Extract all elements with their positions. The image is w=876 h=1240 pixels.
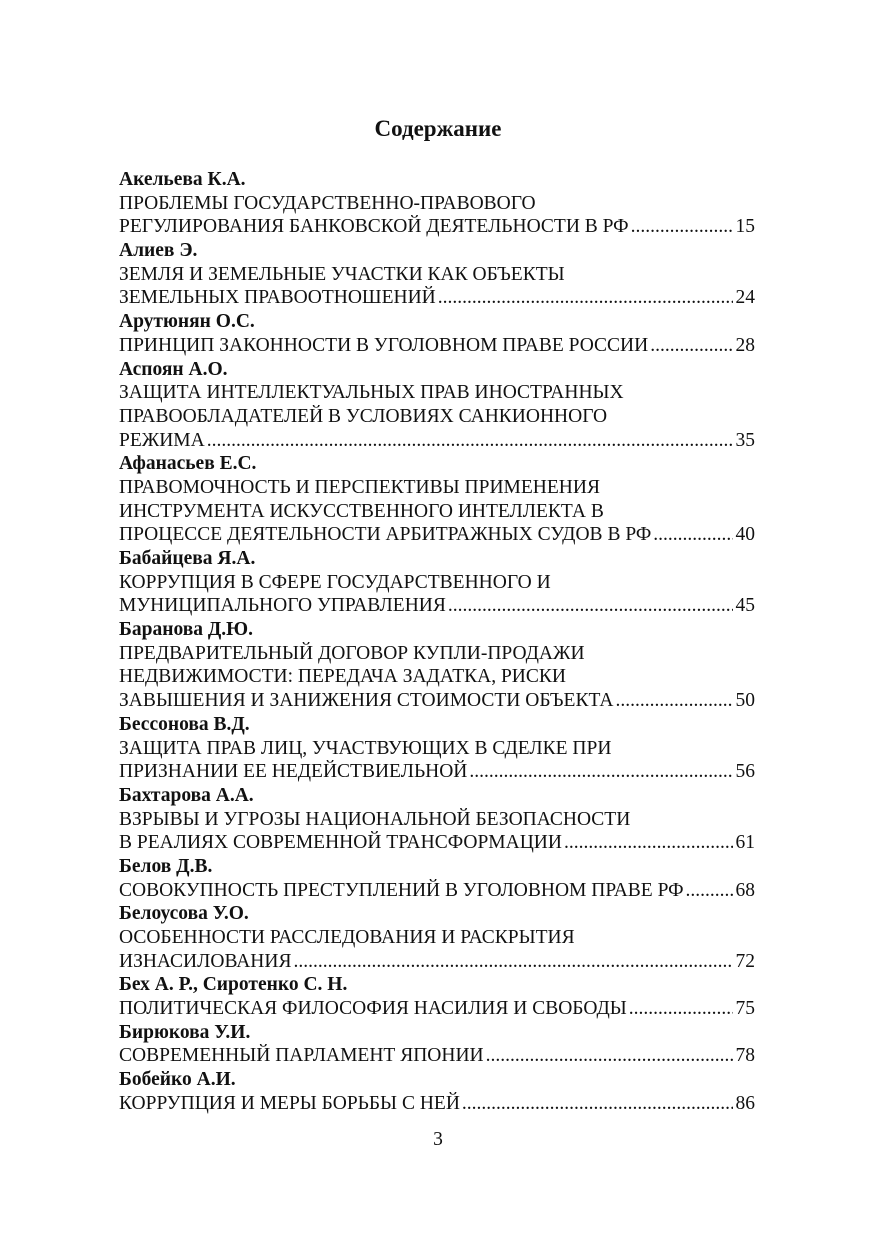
toc-author: Акельева К.А. (119, 169, 246, 190)
toc-page-number: 45 (735, 595, 755, 617)
toc-entry (119, 452, 755, 547)
toc-author: Бахтарова А.А. (119, 784, 254, 806)
toc-title-last-line (119, 831, 755, 855)
toc-author: Бабайцева Я.А. (119, 548, 256, 569)
toc-title-line: СОВРЕМЕННЫЙ ПАРЛАМЕНТ ЯПОНИИ (119, 1045, 484, 1067)
toc-entry (119, 547, 755, 618)
toc-page-number: 78 (735, 1045, 755, 1067)
toc-page-number: 40 (735, 524, 755, 546)
toc-title-last-line (119, 997, 755, 1021)
dot-leader (207, 429, 733, 453)
toc-title-line: КОРРУПЦИЯ В СФЕРЕ ГОСУДАРСТВЕННОГО И (119, 571, 551, 593)
toc-title-last-line (119, 950, 755, 974)
toc-page-number: 86 (735, 1092, 755, 1114)
toc-entry (119, 618, 755, 713)
toc-title-line: ПРАВООБЛАДАТЕЛЕЙ В УСЛОВИЯХ САНКИОННОГО (119, 405, 608, 427)
toc-title-line: ЗЕМЕЛЬНЫХ ПРАВООТНОШЕНИЙ (119, 287, 436, 309)
toc-title-last-line (119, 523, 755, 547)
toc-title-line: ИНСТРУМЕНТА ИСКУССТВЕННОГО ИНТЕЛЛЕКТА В (119, 500, 604, 522)
toc-title-line: ЗАЩИТА ПРАВ ЛИЦ, УЧАСТВУЮЩИХ В СДЕЛКЕ ПРИ (119, 737, 612, 759)
page-number: 3 (433, 1129, 443, 1150)
dot-leader (685, 879, 732, 903)
toc-title-last-line (119, 286, 755, 310)
toc-page-number: 50 (735, 690, 755, 712)
toc-title-last-line (119, 594, 755, 618)
toc-title-line: ОСОБЕННОСТИ РАССЛЕДОВАНИЯ И РАСКРЫТИЯ (119, 927, 575, 948)
toc-title-line: ЗАЩИТА ИНТЕЛЛЕКТУАЛЬНЫХ ПРАВ ИНОСТРАННЫХ (119, 382, 624, 404)
toc-title-line: СОВОКУПНОСТЬ ПРЕСТУПЛЕНИЙ В УГОЛОВНОМ ПРАВЕ РФ (119, 879, 684, 901)
toc-entry (119, 973, 755, 1020)
toc-entry (119, 358, 755, 453)
table-of-contents (119, 168, 755, 1116)
toc-title-last-line (119, 689, 755, 713)
dot-leader (616, 689, 733, 713)
dot-leader (486, 1044, 733, 1068)
dot-leader (438, 286, 733, 310)
toc-page-number: 35 (735, 429, 755, 451)
toc-title-line: ПОЛИТИЧЕСКАЯ ФИЛОСОФИЯ НАСИЛИЯ И СВОБОДЫ (119, 998, 627, 1020)
toc-author: Бех А. Р., Сиротенко С. Н. (119, 974, 348, 996)
toc-title-line: В РЕАЛИЯХ СОВРЕМЕННОЙ ТРАНСФОРМАЦИИ (119, 832, 562, 854)
toc-entry (119, 902, 755, 973)
toc-author: Бобейко А.И. (119, 1069, 236, 1091)
toc-author: Белов Д.В. (119, 855, 213, 877)
toc-author: Бессонова В.Д. (119, 713, 250, 735)
toc-author: Бирюкова У.И. (119, 1021, 251, 1043)
dot-leader (650, 334, 732, 358)
dot-leader (448, 594, 733, 618)
toc-title-last-line (119, 429, 755, 453)
toc-title-last-line (119, 879, 755, 903)
toc-page-number: 15 (735, 216, 755, 238)
toc-title-line: РЕГУЛИРОВАНИЯ БАНКОВСКОЙ ДЕЯТЕЛЬНОСТИ В РФ (119, 216, 629, 238)
toc-title-line: ПРИЗНАНИИ ЕЕ НЕДЕЙСТВИЕЛЬНОЙ (119, 761, 468, 783)
toc-title-last-line (119, 1044, 755, 1068)
dot-leader (629, 997, 733, 1021)
toc-title-line: ПРАВОМОЧНОСТЬ И ПЕРСПЕКТИВЫ ПРИМЕНЕНИЯ (119, 476, 600, 498)
dot-leader (653, 523, 732, 547)
toc-author: Алиев Э. (119, 240, 198, 262)
toc-title-last-line (119, 760, 755, 784)
dot-leader (462, 1092, 733, 1116)
toc-title-line: ПРОЦЕССЕ ДЕЯТЕЛЬНОСТИ АРБИТРАЖНЫХ СУДОВ В РФ (119, 524, 652, 546)
toc-title-line: МУНИЦИПАЛЬНОГО УПРАВЛЕНИЯ (119, 595, 446, 617)
page-title: Содержание (374, 116, 502, 141)
toc-entry (119, 1021, 755, 1068)
toc-page-number: 56 (735, 761, 755, 783)
toc-author: Баранова Д.Ю. (119, 619, 254, 641)
toc-author: Белоусова У.О. (119, 903, 249, 925)
dot-leader (564, 831, 733, 855)
dot-leader (631, 215, 733, 239)
toc-title-line: ЗЕМЛЯ И ЗЕМЕЛЬНЫЕ УЧАСТКИ КАК ОБЪЕКТЫ (119, 263, 565, 285)
toc-author: Арутюнян О.С. (119, 311, 255, 333)
toc-title-line: ИЗНАСИЛОВАНИЯ (119, 950, 292, 972)
toc-title-line: КОРРУПЦИЯ И МЕРЫ БОРЬБЫ С НЕЙ (119, 1092, 460, 1114)
toc-entry (119, 310, 755, 357)
toc-title-line: РЕЖИМА (119, 429, 205, 451)
dot-leader (469, 760, 732, 784)
toc-page-number: 72 (735, 950, 755, 972)
toc-page-number: 61 (735, 832, 755, 854)
toc-entry (119, 784, 755, 855)
toc-page-number: 68 (735, 879, 755, 901)
toc-entry (119, 855, 755, 902)
toc-author: Аспоян А.О. (119, 358, 228, 380)
toc-title-line: ПРИНЦИП ЗАКОННОСТИ В УГОЛОВНОМ ПРАВЕ РОССИИ (119, 334, 649, 356)
toc-title-line: НЕДВИЖИМОСТИ: ПЕРЕДАЧА ЗАДАТКА, РИСКИ (119, 666, 566, 688)
toc-title-last-line (119, 215, 755, 239)
toc-title-line: ВЗРЫВЫ И УГРОЗЫ НАЦИОНАЛЬНОЙ БЕЗОПАСНОСТИ (119, 808, 631, 830)
toc-entry (119, 713, 755, 784)
toc-author: Афанасьев Е.С. (119, 453, 257, 475)
toc-page-number: 28 (735, 334, 755, 356)
toc-title-last-line (119, 1092, 755, 1116)
toc-entry (119, 168, 755, 239)
toc-page-number: 75 (735, 998, 755, 1020)
toc-title-last-line (119, 334, 755, 358)
dot-leader (293, 950, 732, 974)
toc-entry (119, 1068, 755, 1115)
toc-entry (119, 239, 755, 310)
toc-page-number: 24 (735, 287, 755, 309)
toc-title-line: ЗАВЫШЕНИЯ И ЗАНИЖЕНИЯ СТОИМОСТИ ОБЪЕКТА (119, 690, 614, 712)
toc-title-line: ПРОБЛЕМЫ ГОСУДАРСТВЕННО-ПРАВОВОГО (119, 192, 536, 214)
toc-title-line: ПРЕДВАРИТЕЛЬНЫЙ ДОГОВОР КУПЛИ-ПРОДАЖИ (119, 642, 585, 664)
